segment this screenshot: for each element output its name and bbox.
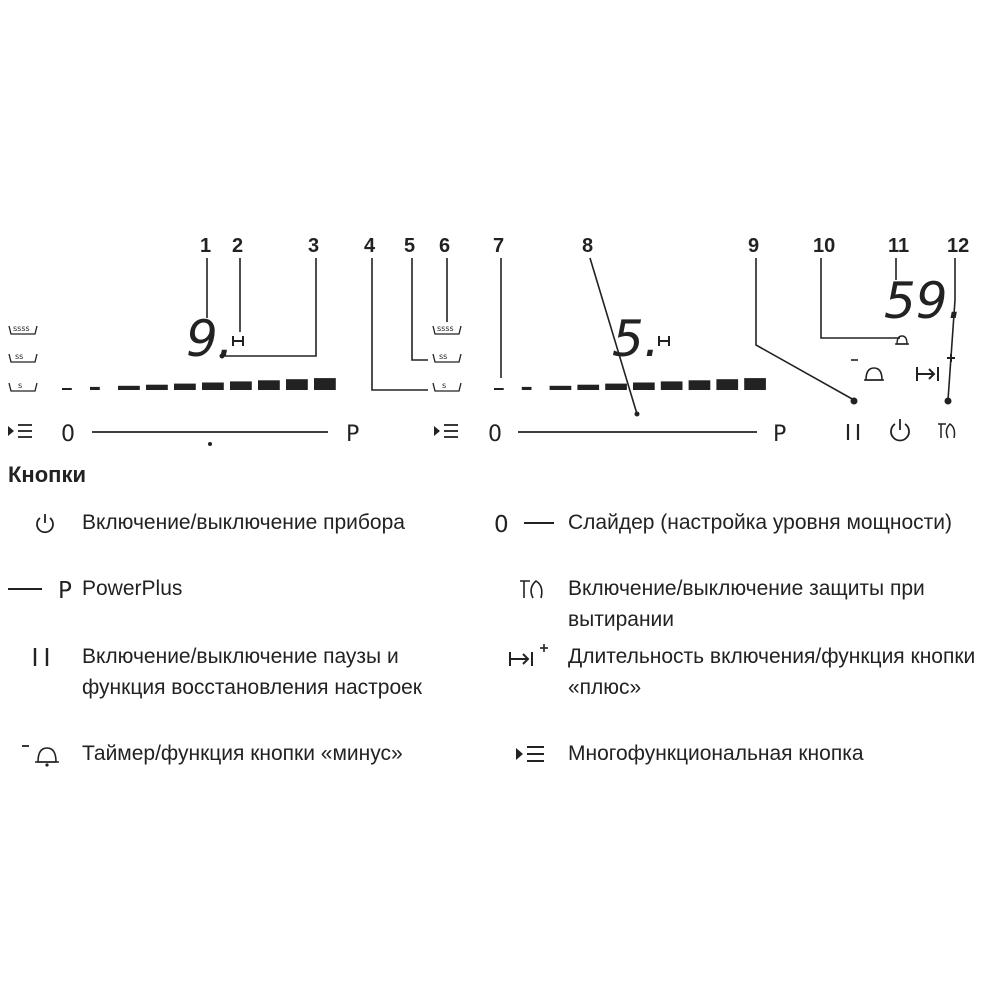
duration-icon <box>659 336 669 346</box>
legend-text-slider: Слайдер (настройка уровня мощности) <box>568 511 953 534</box>
callout-4: 4 <box>364 235 376 257</box>
pot-medium-icon <box>9 352 37 362</box>
pot-size-indicators-zone2 <box>433 324 461 391</box>
power-button[interactable] <box>891 419 909 440</box>
pot-large-icon <box>433 324 461 334</box>
zone2-power-level: 5. <box>612 310 660 368</box>
callout-8: 8 <box>582 235 594 257</box>
legend-text-power: Включение/выключение прибора <box>82 511 405 534</box>
power-level-segment <box>202 383 224 391</box>
pot-small-icon <box>9 381 37 391</box>
powerplus-label[interactable]: P <box>773 422 787 447</box>
slider-icon <box>492 507 558 538</box>
svg-text:0: 0 <box>494 511 509 537</box>
callout-3: 3 <box>308 235 320 257</box>
callout-2: 2 <box>232 235 244 257</box>
duration-icon <box>233 336 243 346</box>
callout-1: 1 <box>200 235 212 257</box>
callout-5: 5 <box>404 235 416 257</box>
power-level-segment <box>522 387 532 390</box>
svg-text:s: s <box>442 381 447 390</box>
legend-text-wipe: Включение/выключение защиты при вытирании <box>568 577 925 631</box>
slider-zero-label: 0 <box>61 422 75 447</box>
power-level-segment <box>661 381 683 390</box>
power-level-segment <box>744 378 766 390</box>
pot-size-indicators-zone1 <box>9 324 37 391</box>
power-level-segment <box>633 383 655 391</box>
power-level-segment <box>605 384 627 390</box>
duration-plus-icon <box>504 641 554 672</box>
power-level-segment <box>577 385 599 390</box>
legend-text-multifunction: Многофункциональная кнопка <box>568 742 864 765</box>
legend-text-powerplus: PowerPlus <box>82 577 183 600</box>
svg-text:P: P <box>58 577 72 603</box>
multifunction-button-zone2[interactable] <box>434 425 458 437</box>
callout-9: 9 <box>748 235 760 257</box>
callout-10: 10 <box>813 235 836 257</box>
slider-zero-label: 0 <box>488 422 502 447</box>
pause-icon <box>18 641 56 672</box>
power-level-segment <box>494 388 504 390</box>
callout-12: 12 <box>947 235 970 257</box>
power-level-segment <box>314 378 336 390</box>
legend-text-timer: Таймер/функция кнопки «минус» <box>82 742 403 765</box>
pot-medium-icon <box>433 352 461 362</box>
power-level-segment <box>716 379 738 390</box>
power-level-segment <box>230 381 252 390</box>
wipe-protection-button[interactable] <box>938 424 955 438</box>
power-level-segment <box>174 384 196 390</box>
callout-7: 7 <box>493 235 505 257</box>
control-panel-diagram <box>0 0 1000 470</box>
legend-text-pause: Включение/выключение паузы и функция восстановления настроек <box>82 645 422 699</box>
power-level-segment <box>146 385 168 390</box>
pause-button[interactable] <box>848 424 858 440</box>
power-level-segment <box>550 386 572 390</box>
svg-text:ss: ss <box>439 352 448 361</box>
power-icon <box>18 507 56 538</box>
svg-text:s: s <box>18 381 23 390</box>
multifunction-icon <box>504 738 550 769</box>
callout-11: 11 <box>888 235 910 257</box>
svg-text:ssss: ssss <box>437 324 454 333</box>
power-level-segment <box>689 380 711 390</box>
powerplus-label[interactable]: P <box>346 422 360 447</box>
callout-6: 6 <box>439 235 451 257</box>
legend-heading: Кнопки <box>8 462 86 487</box>
legend-text-duration: Длительность включения/функция кнопки «плюс» <box>568 645 976 699</box>
pot-large-icon <box>9 324 37 334</box>
svg-text:ssss: ssss <box>13 324 30 333</box>
multifunction-button-zone1[interactable] <box>8 425 32 437</box>
wipe-protection-icon <box>508 573 548 604</box>
leader-lines <box>207 258 955 414</box>
power-level-bars-zone1 <box>62 378 336 390</box>
timer-minus-button[interactable] <box>851 360 884 380</box>
timer-minus-icon <box>14 738 64 769</box>
callout-numbers <box>200 235 969 257</box>
power-level-segment <box>62 388 72 390</box>
pot-small-icon <box>433 381 461 391</box>
svg-text:ss: ss <box>15 352 24 361</box>
power-level-segment <box>258 380 280 390</box>
zone1-power-level: 9. <box>186 310 234 368</box>
timer-display: 59. <box>884 272 964 330</box>
power-level-segment <box>286 379 308 390</box>
powerplus-icon <box>4 573 76 604</box>
power-level-segment <box>90 387 100 390</box>
power-level-segment <box>118 386 140 390</box>
